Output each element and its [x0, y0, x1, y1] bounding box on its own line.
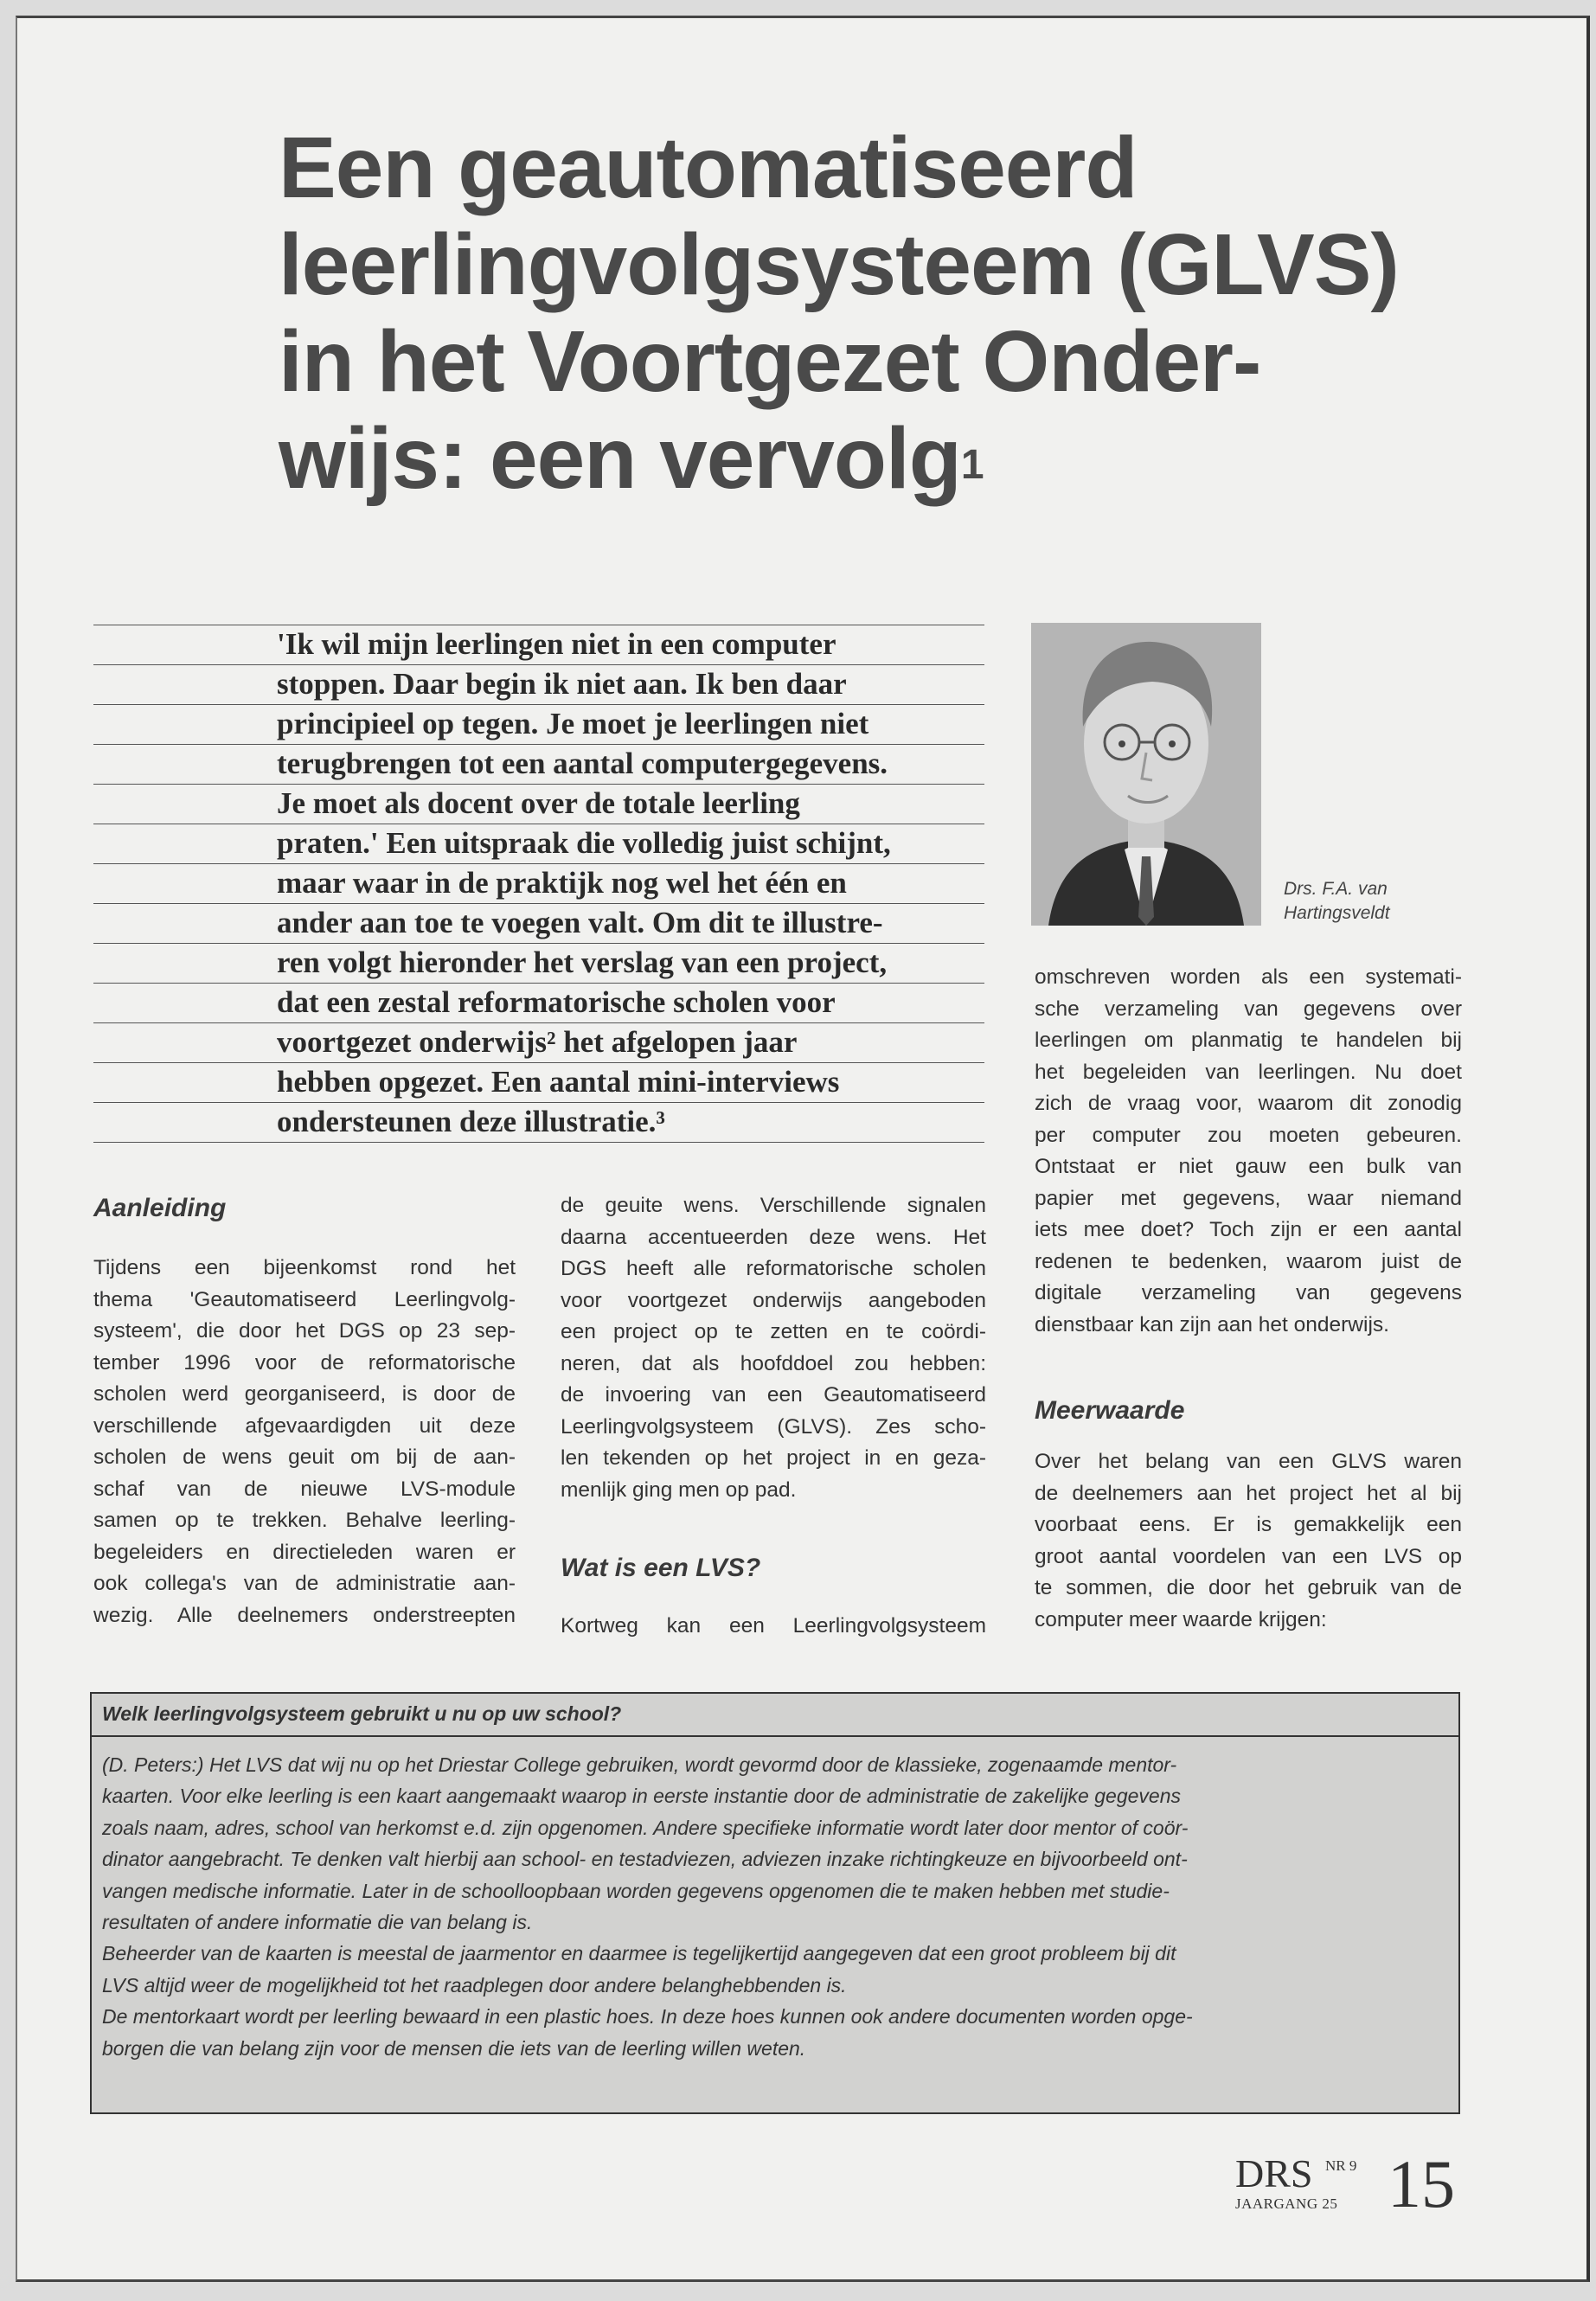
author-photo — [1031, 623, 1261, 926]
text-line: systeem', die door het DGS op 23 sep- — [93, 1319, 516, 1343]
intro-line: ondersteunen deze illustratie.³ — [93, 1103, 984, 1143]
text-line: neren, dat als hoofddoel zou hebben: — [561, 1351, 986, 1375]
text-line: Leerlingvolgsysteem (GLVS). Zes scho- — [561, 1414, 986, 1439]
intro-line: voortgezet onderwijs² het afgelopen jaar — [93, 1023, 984, 1063]
title-line-3: in het Voortgezet Onder- — [279, 313, 1261, 410]
photo-caption — [1284, 877, 1457, 926]
magazine-name: DRS — [1235, 2151, 1313, 2195]
title-line-4: wijs: een vervolg — [279, 410, 961, 507]
issue-number: NR 9 — [1325, 2157, 1357, 2174]
caption-line: Hartingsveldt — [1284, 903, 1390, 923]
intro-line: Je moet als docent over de totale leerling — [93, 785, 984, 824]
text-line: schaf van de nieuwe LVS-module — [93, 1477, 516, 1501]
answer-line: LVS altijd weer de mogelijkheid tot het raadplegen door andere belanghebbenden is. — [102, 1973, 847, 1997]
text-line: Over het belang van een GLVS waren — [1035, 1450, 1462, 1473]
column-3-text — [1035, 962, 1462, 1341]
text-line: de geuite wens. Verschillende signalen — [561, 1194, 986, 1217]
text-line: zich de vraag voor, waarom dit zonodig — [1035, 1092, 1462, 1115]
text-line: papier met gegevens, waar niemand — [1035, 1186, 1462, 1210]
heading-meerwaarde: Meerwaarde — [1035, 1396, 1185, 1425]
title-line-1: Een geautomatiseerd — [279, 119, 1138, 216]
column-2-text-continued — [561, 1611, 986, 1643]
intro-line: hebben opgezet. Een aantal mini-interviews — [93, 1063, 984, 1103]
article-title — [279, 119, 1507, 507]
answer-line: resultaten of andere informatie die van belang is. — [102, 1910, 533, 1933]
intro-line: ander aan toe te voegen valt. Om dit te illustre- — [93, 904, 984, 944]
text-line: len tekenden op het project in en geza- — [561, 1446, 986, 1470]
intro-line: principieel op tegen. Je moet je leerlingen niet — [93, 705, 984, 745]
intro-line: terugbrengen tot een aantal computergegevens. — [93, 745, 984, 785]
intro-line: dat een zestal reformatorische scholen voor — [93, 984, 984, 1023]
interview-answer — [102, 1749, 1448, 2064]
text-line: per computer zou moeten gebeuren. — [1035, 1123, 1462, 1147]
text-line: daarna accentueerden deze wens. Het — [561, 1225, 986, 1249]
text-line: computer meer waarde krijgen: — [1035, 1607, 1327, 1631]
text-line: wezig. Alle deelnemers onderstreepten — [93, 1603, 516, 1627]
answer-line: dinator aangebracht. Te denken valt hierbij aan school- en testadviezen, adviezen inzake richtingkeuze en bijvoorbeeld ont- — [102, 1848, 1188, 1871]
text-line: te sommen, die door het gebruik van de — [1035, 1576, 1462, 1599]
text-line: digitale verzameling van gegevens — [1035, 1281, 1462, 1304]
portrait-illustration — [1031, 623, 1261, 926]
heading-aanleiding: Aanleiding — [93, 1194, 227, 1222]
heading-wat-is-een-lvs: Wat is een LVS? — [561, 1554, 761, 1582]
text-line: Kortweg kan een Leerlingvolgsysteem — [561, 1614, 986, 1638]
intro-line: maar waar in de praktijk nog wel het één en — [93, 864, 984, 904]
intro-line: ren volgt hieronder het verslag van een project, — [93, 944, 984, 984]
text-line: een project op te zetten en te coördi- — [561, 1320, 986, 1343]
text-line: redenen te bedenken, waarom juist de — [1035, 1249, 1462, 1273]
answer-line: kaarten. Voor elke leerling is een kaart aangemaakt waarop in eerste instantie door de administratie de zakelijke gegevens — [102, 1785, 1181, 1808]
text-line: tember 1996 voor de reformatorische — [93, 1350, 516, 1375]
text-line: omschreven worden als een systemati- — [1035, 965, 1462, 989]
text-line: ook collega's van de administratie aan- — [93, 1572, 516, 1595]
text-line: scholen de wens geuit om bij de aan- — [93, 1445, 516, 1469]
text-line: menlijk ging men op pad. — [561, 1477, 797, 1502]
intro-line: praten.' Een uitspraak die volledig juist schijnt, — [93, 824, 984, 864]
column-3-text-continued — [1035, 1446, 1462, 1636]
text-line: groot aantal voordelen van een LVS op — [1035, 1544, 1462, 1568]
intro-line: 'Ik wil mijn leerlingen niet in een computer — [93, 625, 984, 665]
text-line: de invoering van een Geautomatiseerd — [561, 1383, 986, 1407]
answer-line: De mentorkaart wordt per leerling bewaard in een plastic hoes. In deze hoes kunnen ook andere documenten worden opge- — [102, 2005, 1193, 2029]
title-line-2: leerlingvolgsysteem (GLVS) — [279, 216, 1399, 313]
text-line: Tijdens een bijeenkomst rond het — [93, 1256, 516, 1279]
intro-quote — [93, 625, 984, 1143]
answer-line: Beheerder van de kaarten is meestal de jaarmentor en daarmee is tegelijkertijd aangegeven dat een groot probleem bij dit — [102, 1942, 1176, 1965]
volume-label: JAARGANG 25 — [1235, 2195, 1338, 2212]
title-footnote-marker: 1 — [960, 442, 984, 488]
text-line: de deelnemers aan het project het al bij — [1035, 1481, 1462, 1505]
caption-line: Drs. F.A. van — [1284, 879, 1388, 899]
text-line: het begeleiden van leerlingen. Nu doet — [1035, 1060, 1462, 1084]
text-line: begeleiders en directieleden waren er — [93, 1540, 516, 1564]
answer-line: (D. Peters:) Het LVS dat wij nu op het Driestar College gebruiken, wordt gevormd door de klassieke, zogenaamde mentor- — [102, 1753, 1177, 1776]
text-line: leerlingen om planmatig te handelen bij — [1035, 1029, 1462, 1052]
column-1-text — [93, 1253, 516, 1631]
text-line: dienstbaar kan zijn aan het onderwijs. — [1035, 1312, 1389, 1336]
text-line: thema 'Geautomatiseerd Leerlingvolg- — [93, 1287, 516, 1311]
text-line: voorbaat eens. Er is gemakkelijk een — [1035, 1513, 1462, 1536]
text-line: Ontstaat er niet gauw een bulk van — [1035, 1155, 1462, 1178]
text-line: verschillende afgevaardigden uit deze — [93, 1413, 516, 1438]
column-2-text — [561, 1190, 986, 1506]
text-line: iets mee doet? Toch zijn er een aantal — [1035, 1218, 1462, 1241]
text-line: scholen werd georganiseerd, is door de — [93, 1382, 516, 1406]
answer-line: borgen die van belang zijn voor de mensen die iets van de leerling willen weten. — [102, 2036, 806, 2060]
page-footer — [1234, 2146, 1476, 2228]
answer-line: zoals naam, adres, school van herkomst e.d. zijn opgenomen. Andere specifieke informatie wordt later door mentor of coör- — [102, 1816, 1189, 1839]
answer-line: vangen medische informatie. Later in de schoolloopbaan worden gegevens opgenomen die te maken hebben met studie- — [102, 1879, 1170, 1902]
interview-question: Welk leerlingvolgsysteem gebruikt u nu op uw school? — [90, 1692, 1460, 1737]
text-line: sche verzameling van gegevens over — [1035, 997, 1462, 1021]
text-line: samen op te trekken. Behalve leerling- — [93, 1509, 516, 1532]
text-line: DGS heeft alle reformatorische scholen — [561, 1257, 986, 1280]
text-line: voor voortgezet onderwijs aangeboden — [561, 1288, 986, 1312]
page-number: 15 — [1388, 2146, 1455, 2221]
intro-line: stoppen. Daar begin ik niet aan. Ik ben daar — [93, 665, 984, 705]
